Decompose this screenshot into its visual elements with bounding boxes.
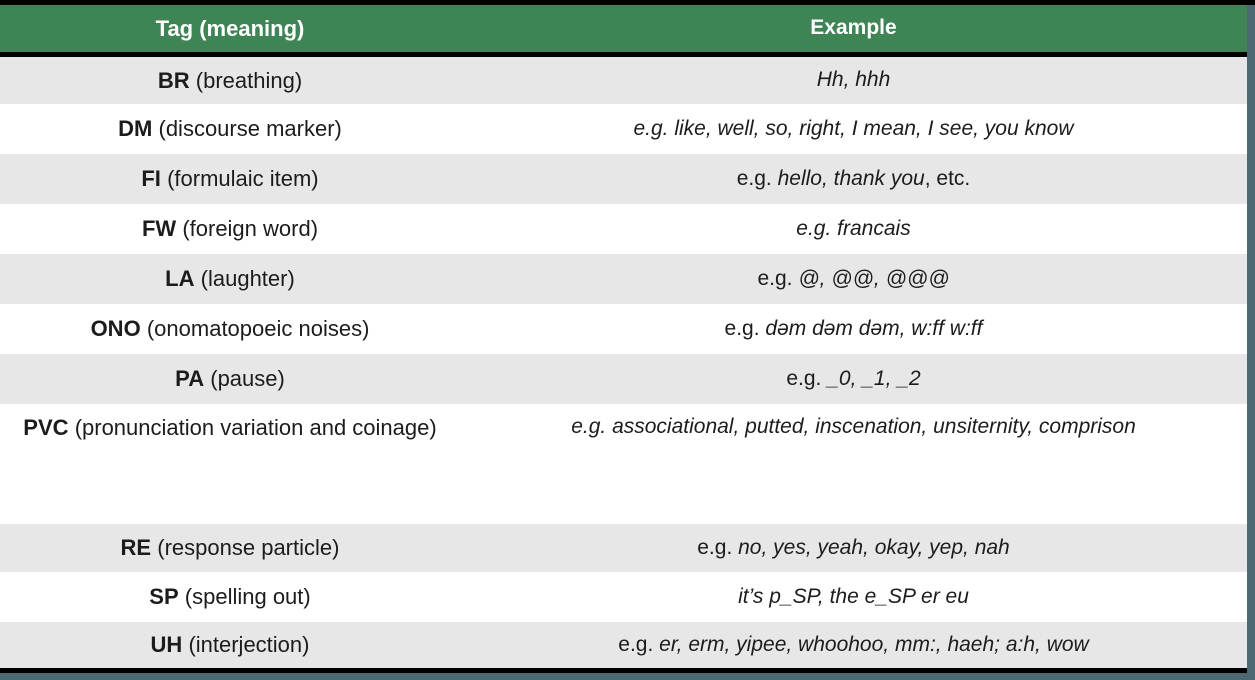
tag-code: ONO <box>90 316 141 342</box>
example-cell <box>460 166 1247 192</box>
tag-meaning: (breathing) <box>195 67 303 93</box>
tag-meaning: (formulaic item) <box>167 166 319 192</box>
column-header-example: Example <box>810 16 897 40</box>
tag-cell <box>0 534 460 562</box>
table-row-fw <box>0 204 1247 254</box>
tag-cell <box>0 165 460 193</box>
tag-code: SP <box>149 584 179 610</box>
example-cell <box>460 366 1247 392</box>
tag-meaning: (pronunciation variation and coinage) <box>74 415 437 440</box>
example-prefix: e.g. <box>697 535 739 559</box>
example-prefix: e.g. <box>786 366 828 390</box>
example-cell <box>460 316 1247 342</box>
column-header-tag: Tag (meaning) <box>155 15 305 41</box>
tag-cell <box>0 265 460 293</box>
example-text: @, @@, @@@ <box>798 266 950 290</box>
header-tag-cell <box>0 15 460 43</box>
table-row-uh <box>0 622 1247 668</box>
example-cell <box>460 266 1247 292</box>
table-content <box>0 5 1247 673</box>
table-row-fi <box>0 154 1247 204</box>
example-cell <box>460 584 1247 610</box>
tag-cell <box>0 583 460 611</box>
tag-meaning: (spelling out) <box>184 584 311 610</box>
tag-code: RE <box>120 535 152 561</box>
example-text: it’s p_SP, the e_SP er eu <box>738 584 969 608</box>
example-text: er, erm, yipee, whoohoo, mm:, haeh; a:h, wow <box>659 632 1089 656</box>
bottom-frame-strip <box>0 673 1255 680</box>
tag-cell <box>0 67 460 95</box>
example-text: e.g. associational, putted, inscenation, unsiternity, comprison <box>571 415 1136 438</box>
table-row-pvc <box>0 404 1247 524</box>
tag-meaning: (discourse marker) <box>158 116 342 142</box>
tag-meaning: (interjection) <box>188 632 310 658</box>
tag-code: UH <box>150 632 183 658</box>
tag-cell <box>0 215 460 243</box>
tag-meaning: (onomatopoeic noises) <box>146 316 370 342</box>
tag-code: FI <box>141 166 161 192</box>
tag-cell <box>0 315 460 343</box>
tag-code: BR <box>157 67 190 93</box>
tag-code: LA <box>165 266 195 292</box>
tag-code: PA <box>175 366 205 392</box>
tag-cell <box>0 404 460 442</box>
tag-meaning: (pause) <box>210 366 285 392</box>
example-cell <box>460 632 1247 658</box>
example-prefix: e.g. <box>724 316 766 340</box>
tag-code: PVC <box>23 415 69 440</box>
tag-cell <box>0 365 460 393</box>
table-header-row <box>0 5 1247 52</box>
table-row-br <box>0 57 1247 104</box>
table-row-re <box>0 524 1247 572</box>
example-cell <box>460 216 1247 242</box>
example-cell <box>460 116 1247 142</box>
example-cell <box>460 67 1247 93</box>
example-text: dəm dəm dəm, w:ff w:ff <box>765 316 983 340</box>
example-text: e.g. francais <box>796 216 911 240</box>
right-frame-strip <box>1247 5 1255 680</box>
table-row-ono <box>0 304 1247 354</box>
example-text: no, yes, yeah, okay, yep, nah <box>738 535 1010 559</box>
table-row-dm <box>0 104 1247 154</box>
tag-meaning: (foreign word) <box>182 216 319 242</box>
tag-code: DM <box>118 116 153 142</box>
header-example-cell <box>460 15 1247 41</box>
example-text: hello, thank you <box>777 166 925 190</box>
example-text: _0, _1, _2 <box>827 366 921 390</box>
table-row-la <box>0 254 1247 304</box>
tag-cell <box>0 631 460 659</box>
tag-meaning: (response particle) <box>157 535 340 561</box>
tag-cell <box>0 115 460 143</box>
example-cell <box>460 404 1247 440</box>
example-prefix: e.g. <box>757 266 799 290</box>
example-prefix: e.g. <box>618 632 660 656</box>
table-row-pa <box>0 354 1247 404</box>
tag-meaning: (laughter) <box>200 266 295 292</box>
example-cell <box>460 535 1247 561</box>
example-suffix: , etc. <box>924 166 971 190</box>
example-prefix: e.g. <box>736 166 778 190</box>
example-text: e.g. like, well, so, right, I mean, I see, you know <box>633 116 1074 140</box>
example-text: Hh, hhh <box>816 68 891 92</box>
table-row-sp <box>0 572 1247 622</box>
tag-code: FW <box>141 216 177 242</box>
